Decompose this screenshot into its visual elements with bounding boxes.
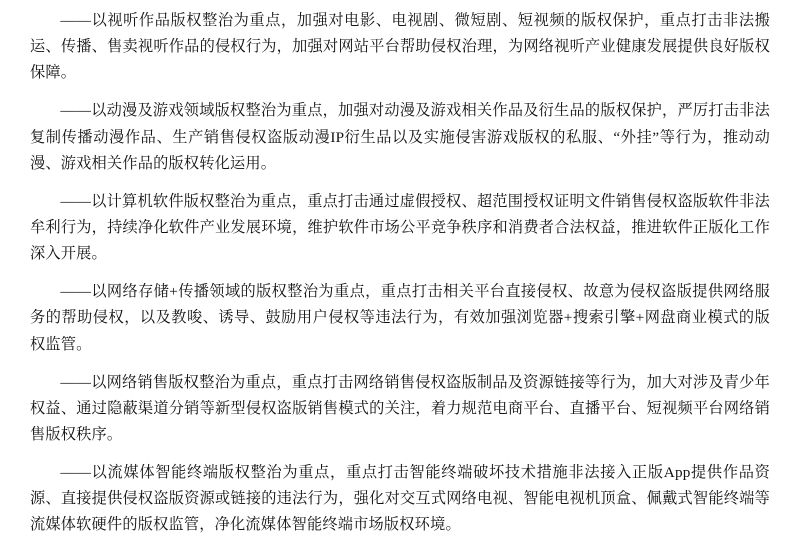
document-paragraph: ——以动漫及游戏领域版权整治为重点，加强对动漫及游戏相关作品及衍生品的版权保护，严厉打击非法复制传播动漫作品、生产销售侵权盗版动漫IP衍生品以及实施侵害游戏版权的私服、“外挂”等行为，推动动漫、游戏相关作品的版权转化运用。 — [30, 102, 770, 172]
document-paragraph: ——以视听作品版权整治为重点，加强对电影、电视剧、微短剧、短视频的版权保护，重点打击非法搬运、传播、售卖视听作品的侵权行为，加强对网站平台帮助侵权治理，为网络视听产业健康发展提供良好版权保障。 — [30, 12, 770, 82]
document-paragraph: ——以计算机软件版权整治为重点，重点打击通过虚假授权、超范围授权证明文件销售侵权盗版软件非法牟利行为，持续净化软件产业发展环境，维护软件市场公平竞争秩序和消费者合法权益，推进软件正版化工作深入开展。 — [30, 192, 770, 263]
document-paragraph: ——以流媒体智能终端版权整治为重点，重点打击智能终端破坏技术措施非法接入正版App提供作品资源、直接提供侵权盗版资源或链接的违法行为，强化对交互式网络电视、智能电视机顶盒、佩戴式智能终端等流媒体软硬件的版权监管，净化流媒体智能终端市场版权环境。 — [30, 464, 770, 534]
document-paragraph: ——以网络销售版权整治为重点，重点打击网络销售侵权盗版制品及资源链接等行为，加大对涉及青少年权益、通过隐蔽渠道分销等新型侵权盗版销售模式的关注，着力规范电商平台、直播平台、短视频平台网络销售版权秩序。 — [30, 373, 770, 443]
document-paragraph: ——以网络存储+传播领域的版权整治为重点，重点打击相关平台直接侵权、故意为侵权盗版提供网络服务的帮助侵权，以及教唆、诱导、鼓励用户侵权等违法行为，有效加强浏览器+搜索引擎+网盘商业模式的版权监管。 — [30, 283, 770, 353]
